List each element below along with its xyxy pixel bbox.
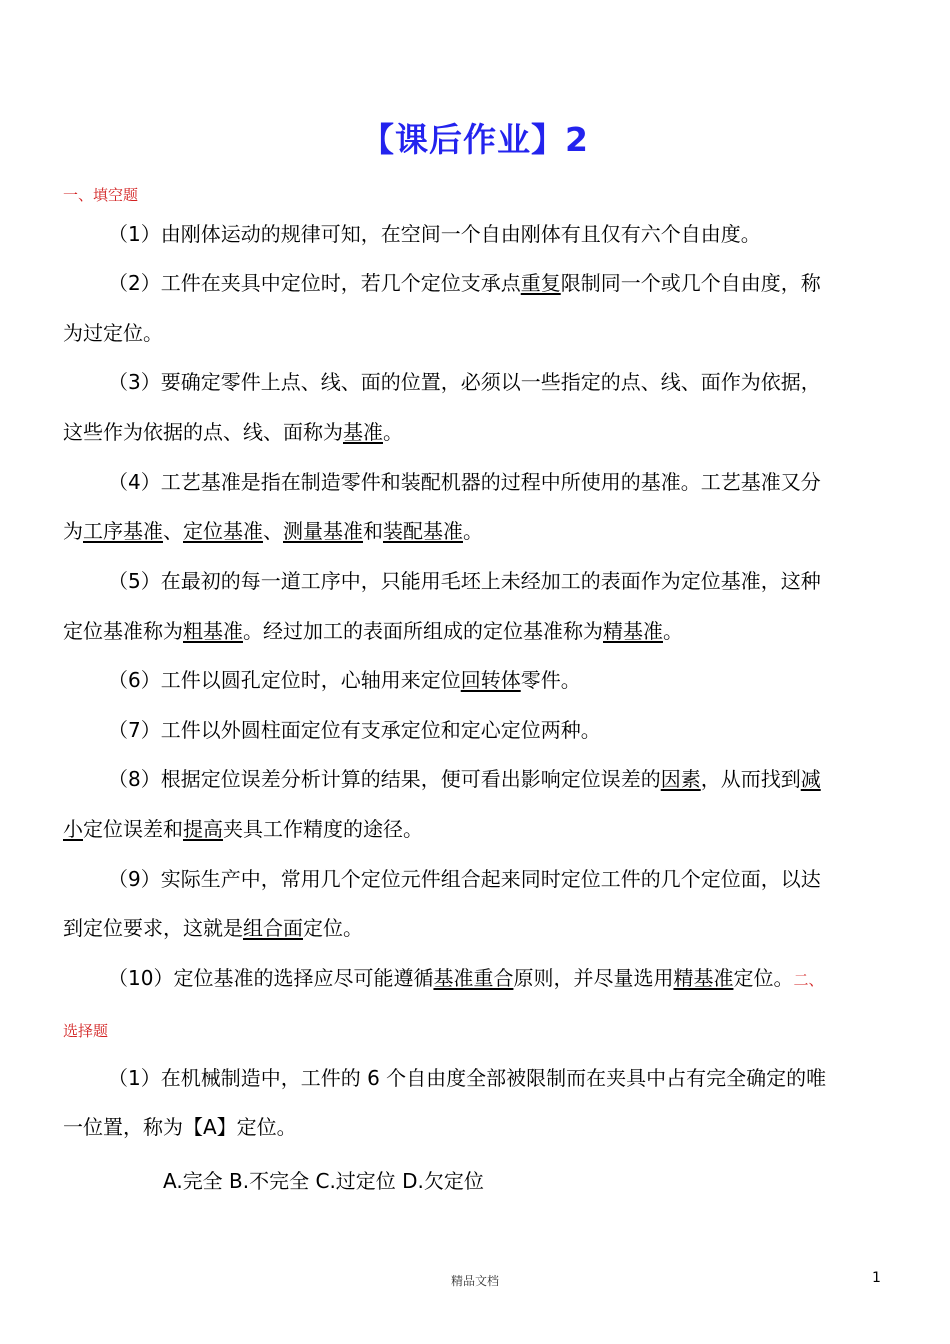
text: 。 (663, 619, 683, 643)
question-1: （1）由刚体运动的规律可知，在空间一个自由刚体有且仅有六个自由度。 (108, 222, 761, 246)
question-3-line-1: （3）要确定零件上点、线、面的位置，必须以一些指定的点、线、面作为依据， (108, 370, 821, 394)
text: 。经过加工的表面所组成的定位基准称为 (243, 619, 603, 643)
answer: 粗基准 (183, 619, 243, 643)
question-6 (108, 668, 581, 692)
footer-label: 精品文档 (450, 1274, 499, 1288)
text: 原则，并尽量选用 (513, 966, 674, 990)
text: 定位。 (733, 966, 794, 990)
answer: 小 (63, 817, 83, 841)
text: （10）定位基准的选择应尽可能遵循 (108, 966, 434, 990)
answer: 组合面 (243, 916, 303, 940)
answer: 重复 (520, 271, 561, 295)
text: 和 (363, 519, 383, 543)
answer: 测量基准 (283, 519, 363, 543)
text: 限制同一个或几个自由度，称 (560, 271, 821, 295)
question-4-line-1: （4）工艺基准是指在制造零件和装配机器的过程中所使用的基准。工艺基准又分 (108, 470, 821, 494)
answer: 基准 (343, 420, 383, 444)
choice-question-1-line-2: 一位置，称为【A】定位。 (63, 1115, 297, 1139)
question-2-line-2: 为过定位。 (63, 321, 163, 345)
answer: 提高 (183, 817, 223, 841)
question-5-line-1: （5）在最初的每一道工序中，只能用毛坯上未经加工的表面作为定位基准，这种 (108, 569, 821, 593)
answer: 工序基准 (83, 519, 163, 543)
choice-question-1-options: A.完全 B.不完全 C.过定位 D.欠定位 (163, 1169, 484, 1193)
question-5-line-2 (63, 619, 683, 643)
text: 、 (163, 519, 183, 543)
text: （2）工件在夹具中定位时，若几个定位支承点 (108, 271, 521, 295)
answer: 基准重合 (433, 966, 514, 990)
answer: 回转体 (460, 668, 521, 692)
text: （8）根据定位误差分析计算的结果，便可看出影响定位误差的 (108, 767, 661, 791)
text: 到定位要求，这就是 (63, 916, 243, 940)
page-title: 【课后作业】2 (361, 120, 589, 159)
text: 这些作为依据的点、线、面称为 (63, 420, 343, 444)
question-9-line-2 (63, 916, 363, 940)
text: 。 (383, 420, 403, 444)
section-choice-number: 二、 (793, 971, 824, 989)
text: （6）工件以圆孔定位时，心轴用来定位 (108, 668, 461, 692)
text: 为 (63, 519, 83, 543)
question-7: （7）工件以外圆柱面定位有支承定位和定心定位两种。 (108, 718, 601, 742)
answer: 因素 (660, 767, 701, 791)
answer: 精基准 (603, 619, 663, 643)
answer: 精基准 (673, 966, 734, 990)
question-2-line-1 (108, 271, 821, 295)
text: 定位。 (303, 916, 363, 940)
text: ，从而找到 (700, 767, 801, 791)
question-4-line-2 (63, 519, 483, 543)
page-number: 1 (872, 1270, 881, 1286)
answer: 装配基准 (383, 519, 463, 543)
text: 定位误差和 (83, 817, 183, 841)
question-10 (108, 966, 823, 992)
text: 。 (463, 519, 483, 543)
text: 夹具工作精度的途径。 (223, 817, 423, 841)
section-choice: 选择题 (63, 1022, 109, 1040)
question-9-line-1: （9）实际生产中，常用几个定位元件组合起来同时定位工件的几个定位面，以达 (108, 867, 821, 891)
section-fill-blank: 一、填空题 (63, 186, 139, 204)
question-8-line-2 (63, 817, 423, 841)
answer: 减 (800, 767, 821, 791)
question-8-line-1 (108, 767, 821, 791)
text: 零件。 (520, 668, 581, 692)
choice-question-1-line-1: （1）在机械制造中，工件的 6 个自由度全部被限制而在夹具中占有完全确定的唯 (108, 1066, 827, 1090)
text: 、 (263, 519, 283, 543)
answer: 定位基准 (183, 519, 263, 543)
text: 定位基准称为 (63, 619, 183, 643)
question-3-line-2 (63, 420, 403, 444)
